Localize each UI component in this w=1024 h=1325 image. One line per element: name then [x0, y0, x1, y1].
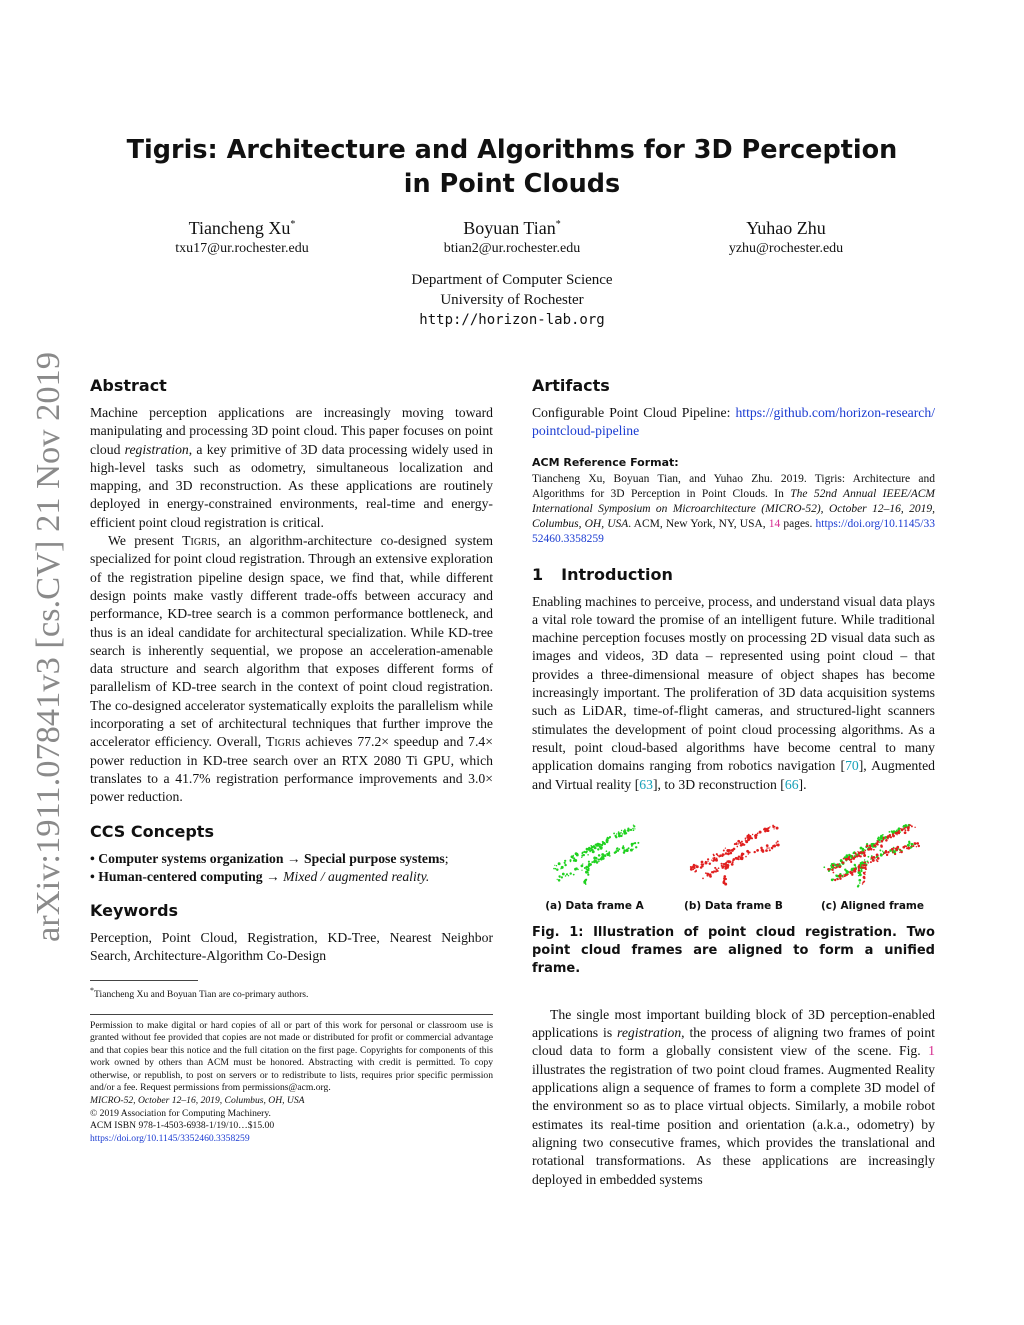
ccs-heading: CCS Concepts: [90, 821, 214, 841]
isbn-line: ACM ISBN 978-1-4503-6938-1/19/10…$15.00: [90, 1120, 275, 1132]
abstract-paragraph-1: Machine perception applications are increasingly moving toward manipulating and processing 3D point cloud. This paper focuses on point cloud registration, a key primitive of 3D data processing widely used in high-level tasks such as odometry, simultaneous localization and mapping, and 3D reconstruction. As these applications are routinely deployed in energy-constrained environments, real-time and energy-efficient point cloud registration is critical.: [90, 405, 493, 530]
author-email: btian2@ur.rochester.edu: [443, 241, 581, 256]
figure-panel-b: [671, 822, 796, 912]
author-name: Tiancheng Xu: [188, 218, 291, 238]
figure-1: [532, 822, 935, 912]
intro-paragraph-2: The single most important building block of 3D perception-enabled applications is registration, the process of aligning two frames of point cloud data to form a globally consistent view of the scene. Fig. 1 illustrates the registration of two point cloud frames. Augmented Reality applications align a sequence of frames to form a complete 3D model of the environment so as to place virtual objects. Similarly, a mobile robot estimates its real-time position and orientation (a.k.a., odometry) by aligning two consecutive frames, which provides the translational and rotational transformations. As these applications are increasingly deployed in embedded systems: [532, 1006, 935, 1187]
affiliation: [312, 270, 712, 330]
figure-panel-c: [810, 822, 935, 912]
author-name: Boyuan Tian: [463, 218, 556, 238]
ccs-line-2: • Human-centered computing → Mixed / augmented reality.: [90, 868, 430, 884]
subcaption-b: (b) Data frame B: [684, 899, 783, 912]
author-block-2: [382, 214, 642, 259]
keywords-heading: Keywords: [90, 901, 179, 921]
artifacts-text: Configurable Point Cloud Pipeline: https://github.com/horizon-research/pointcloud-pipeline: [532, 405, 935, 439]
university: University of Rochester: [440, 292, 584, 308]
artifact-link[interactable]: https://github.com/horizon-research/pointcloud-pipeline: [532, 405, 935, 439]
arxiv-stamp: [4, 344, 84, 944]
citation-63[interactable]: 63: [639, 776, 653, 792]
point-cloud-b-image: [684, 822, 784, 892]
title-line-1: Tigris: Architecture and Algorithms for 3D Perception: [126, 135, 898, 165]
author-mark: *: [555, 219, 561, 230]
title-line-2: in Point Clouds: [403, 169, 621, 199]
doi-link[interactable]: https://doi.org/10.1145/3352460.3358259: [90, 1132, 250, 1144]
intro-heading: 1 Introduction: [532, 564, 673, 584]
copyright-line: © 2019 Association for Computing Machinery.: [90, 1107, 271, 1119]
reference-doi-link[interactable]: https://doi.org/10.1145/3352460.3358259: [532, 517, 935, 545]
artifacts-heading: Artifacts: [532, 376, 610, 395]
abstract-heading: Abstract: [90, 376, 167, 395]
author-email: yzhu@rochester.edu: [728, 241, 844, 256]
permission-text: Permission to make digital or hard copies of all or part of this work for personal or classroom use is granted without fee provided that copies are not made or distributed for profit or commercial advantage and that copies bear this notice and the full citation on the first page. Copyrights for components of this work owned by others than ACM must be honored. Abstracting with credit is permitted. To copy otherwise, or republish, to post on servers or to redistribute to lists, requires prior specific permission and/or a fee. Request permissions from permissions@acm.org.: [90, 1019, 493, 1094]
venue-line: MICRO-52, October 12–16, 2019, Columbus, OH, USA: [90, 1095, 305, 1107]
permission-block: [90, 1020, 493, 1146]
arxiv-identifier: arXiv:1911.07841v3 [cs.CV] 21 Nov 2019: [30, 359, 67, 942]
paper-title: [110, 133, 914, 201]
author-mark: *: [290, 219, 296, 230]
permission-rule: [90, 1014, 493, 1015]
lab-url[interactable]: http://horizon-lab.org: [419, 312, 605, 328]
citation-70[interactable]: 70: [845, 758, 859, 774]
footnote-rule: [90, 980, 198, 981]
figure-ref-1[interactable]: 1: [928, 1043, 935, 1059]
subcaption-c: (c) Aligned frame: [821, 899, 924, 912]
intro-paragraph-1: Enabling machines to perceive, process, and understand visual data plays a vital role toward the promise of an intelligent future. While traditional machine perception focuses mostly on processing 2D visual data such as images and videos, 3D data – represented using point cloud – that provides a three-dimensional measure of object shapes has become increasingly important. The proliferation of 3D data acquisition systems such as LiDAR, time-of-flight cameras, and structured-light scanners stimulates the development of point cloud processing algorithms. As a result, point cloud-based algorithms have become central to many application domains ranging from robotics navigation [70], Augmented and Virtual reality [63], to 3D reconstruction [66].: [532, 593, 936, 792]
reference-format-text: Tiancheng Xu, Boyuan Tian, and Yuhao Zhu. 2019. Tigris: Architecture and Algorithms for 3D Perception in Point Clouds. In The 52nd Annual IEEE/ACM International Symposium on Microarchitecture (MICRO-52), October 12–16, 2019, Columbus, OH, USA. ACM, New York, NY, USA, 14 pages. https://doi.org/10.1145/3352460.3358259: [532, 472, 936, 545]
point-cloud-a-image: [545, 822, 645, 892]
footnote: *Tiancheng Xu and Boyuan Tian are co-primary authors.: [90, 985, 309, 1000]
left-column: [90, 376, 493, 1145]
figure-caption: Fig. 1: Illustration of point cloud registration. Two point cloud frames are aligned to form a unified frame.: [532, 924, 935, 976]
citation-66[interactable]: 66: [784, 776, 799, 792]
point-cloud-aligned-image: [818, 822, 928, 892]
department: Department of Computer Science: [411, 272, 613, 288]
author-email: txu17@ur.rochester.edu: [175, 241, 309, 256]
figure-panel-a: [532, 822, 657, 912]
reference-format-heading: ACM Reference Format:: [532, 455, 679, 469]
author-block-3: [656, 214, 916, 259]
author-block-1: [112, 214, 372, 259]
ccs-line-1: • Computer systems organization → Special purpose systems;: [90, 850, 449, 866]
author-name: Yuhao Zhu: [746, 218, 826, 238]
right-column: [532, 376, 935, 1189]
abstract-paragraph-2: We present Tigris, an algorithm-architecture co-designed system specialized for point cloud registration. Through an extensive exploration of the registration pipeline design space, we find that, while different design points make vastly different trade-offs between accuracy and performance, KD-tree search is a common performance bottleneck, and thus is an ideal candidate for architectural specialization. While KD-tree search is inherently sequential, we propose an acceleration-amenable data structure and search algorithm that exposes different forms of parallelism of KD-tree search in the context of point cloud registration. The co-designed accelerator systematically exploits the parallelism while incorporating a set of architectural techniques that further improve the accelerator efficiency. Overall, Tigris achieves 77.2× speedup and 7.4× power reduction in KD-tree search over an RTX 2080 Ti GPU, which translates to a 41.7% registration performance improvements and 3.0× power reduction.: [90, 533, 493, 805]
subcaption-a: (a) Data frame A: [545, 899, 644, 912]
keywords-text: Perception, Point Cloud, Registration, KD-Tree, Nearest Neighbor Search, Architecture-Algorithm Co-Design: [90, 930, 493, 964]
